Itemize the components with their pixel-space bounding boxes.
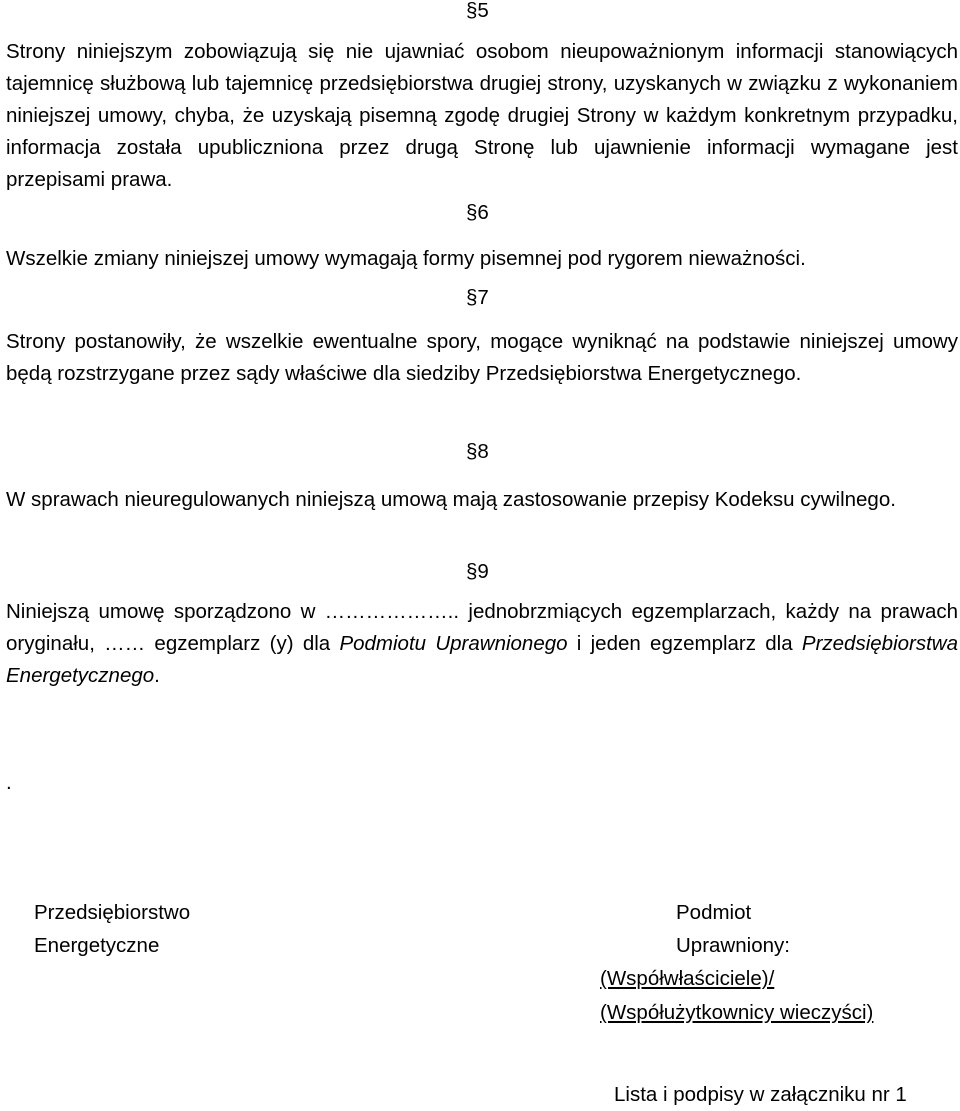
section-6-paragraph: Wszelkie zmiany niniejszej umowy wymagają formy pisemnej pod rygorem nieważności.	[6, 247, 806, 270]
signature-right-line-4: (Współużytkownicy wieczyści)	[600, 1001, 874, 1024]
section-9-text-part-2: i jeden egzemplarz dla	[567, 632, 802, 655]
section-9-paragraph	[6, 596, 958, 692]
section-7-paragraph: Strony postanowiły, że wszelkie ewentualne spory, mogące wyniknąć na podstawie niniejszej umowy będą rozstrzygane przez sądy właściwe dla siedziby Przedsiębiorstwa Energetycznego.	[6, 330, 958, 385]
section-5-heading: §5	[466, 0, 489, 22]
section-9-energy-company: Przedsiębiorstwa Energetycznego	[6, 632, 958, 687]
section-9-text-part-1: Niniejszą umowę sporządzono w ……………….. jednobrzmiących egzemplarzach, każdy na prawach oryginału, …… egzemplarz (y) dla	[6, 600, 958, 655]
signature-right-line-2: Uprawniony:	[676, 934, 790, 957]
section-5-paragraph: Strony niniejszym zobowiązują się nie ujawniać osobom nieupoważnionym informacji stanowiących tajemnicę służbową lub tajemnicę przedsiębiorstwa drugiej strony, uzyskanych w związku z wykonaniem niniejszej umowy, chyba, że uzyskają pisemną zgodę drugiej Strony w każdym konkretnym przypadku, informacja została upubliczniona przez drugą Stronę lub ujawnienie informacji wymagane jest przepisami prawa.	[6, 40, 958, 191]
section-6-heading: §6	[466, 201, 489, 224]
section-9-text-end: .	[154, 664, 160, 687]
footer-note: Lista i podpisy w załączniku nr 1	[614, 1083, 907, 1106]
stray-dot: .	[6, 771, 12, 794]
section-8-heading: §8	[466, 440, 489, 463]
section-9-heading: §9	[466, 560, 489, 583]
section-7-heading: §7	[466, 286, 489, 309]
signature-right-line-3: (Współwłaściciele)/	[600, 967, 775, 990]
section-9-entitled-party: Podmiotu Uprawnionego	[339, 632, 568, 655]
signature-left-line-1: Przedsiębiorstwo	[34, 901, 191, 924]
signature-left-line-2: Energetyczne	[34, 934, 160, 957]
section-8-paragraph: W sprawach nieuregulowanych niniejszą umową mają zastosowanie przepisy Kodeksu cywilnego.	[6, 488, 896, 511]
signature-right-line-1: Podmiot	[676, 901, 752, 924]
